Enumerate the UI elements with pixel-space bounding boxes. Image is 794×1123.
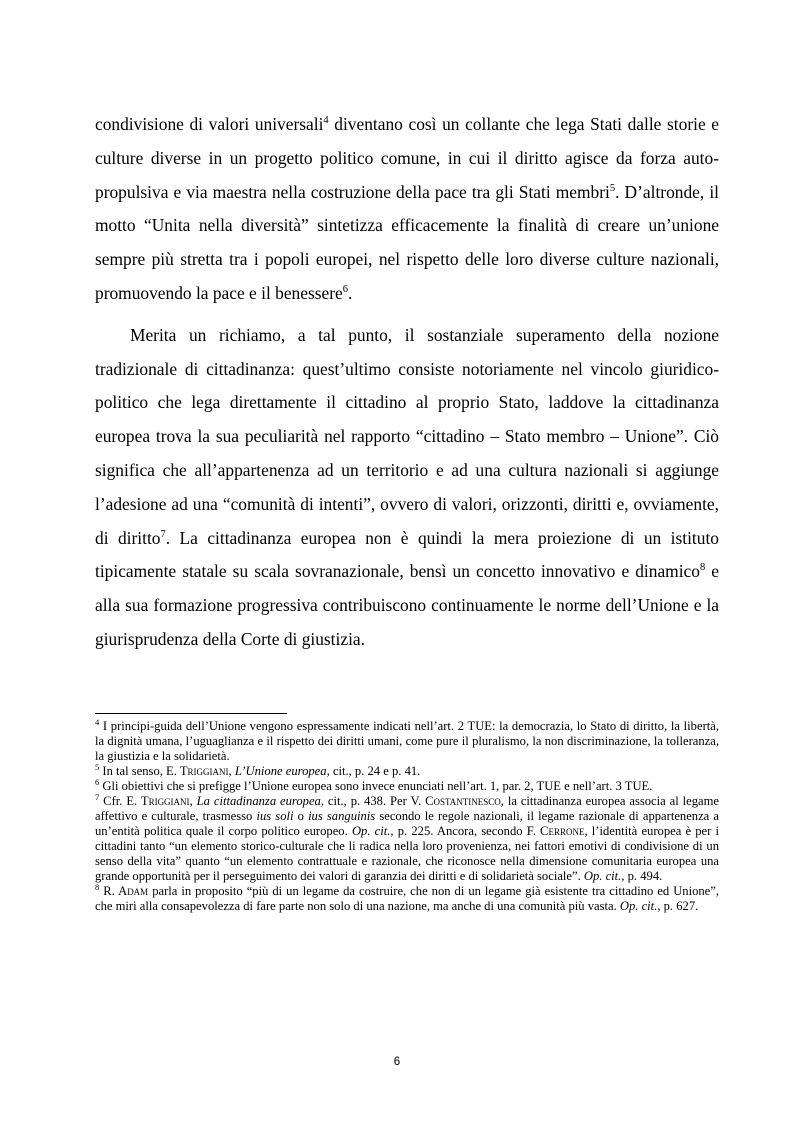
text-run: cit., p. 24 e p. 41. — [329, 764, 421, 778]
footnote-text: I principi-guida dell’Unione vengono espressamente indicati nell’art. 2 TUE: la democrazia, lo Stato di diritto, la libertà, la dignità umana, l’uguaglianza e il rispetto dei diritti umani, come pure il pluralismo, la non discriminazione, la tolleranza, la giustizia e la solidarietà. — [95, 719, 719, 763]
footnote-ref-5: 5 — [609, 182, 616, 194]
footnote-number: 6 — [95, 777, 100, 787]
footnote-7 — [95, 794, 719, 884]
paragraph-1 — [95, 108, 719, 311]
text-run: , la cittadinanza europea associa al legame affettivo e culturale, trasmesso — [95, 794, 720, 823]
text-run: diventano così un collante che lega Stati dalle storie e culture diverse in un progetto politico comune, in cui il diritto agisce da forza auto-propulsiva e via maestra nella costruzione della pace tra gli Stati membri — [95, 114, 719, 202]
text-run: Cfr. E. T — [99, 794, 149, 808]
author-name: dam — [127, 884, 149, 898]
footnote-text: Gli obiettivi che si prefigge l’Unione europea sono invece enunciati nell’art. 1, par. 2, TUE e nell’art. 3 TUE. — [99, 779, 653, 793]
text-run: parla in proposito “più di un legame da costruire, che non di un legame già esistente tra cittadino ed Unione”, che miri alla consapevolezza di fare parte non solo di una nazione, ma anche di una comunità più vasta. — [95, 884, 720, 913]
text-run: , — [189, 794, 197, 808]
text-run: , l’identità europea è per i cittadini tanto “un elemento storico-culturale che li radica nella loro provenienza, nei fattori emotivi di condivisione di un senso della vita” quanto “un elemento contrattuale e razionale, che riconosce nella dimensione comunitaria europea una grande opportunità per il perseguimento dei valori di garanzia dei diritti e di solidarietà sociale”. — [95, 824, 720, 883]
text-run: R. A — [99, 884, 128, 898]
text-run: , p. 494. — [621, 869, 663, 883]
footnote-6 — [95, 779, 719, 794]
footnote-ref-4: 4 — [323, 115, 329, 126]
footnote-separator — [95, 713, 287, 714]
text-run: . — [347, 282, 353, 303]
latin-term: ius sanguinis — [308, 809, 376, 823]
footnote-8 — [95, 884, 719, 914]
footnotes — [95, 719, 719, 914]
author-name: riggiani — [187, 764, 229, 778]
op-cit: Op. cit. — [619, 899, 658, 913]
text-run: , p. 627. — [657, 899, 699, 913]
text-run: e alla sua formazione progressiva contribuiscono continuamente le norme dell’Unione e la giurisprudenza della Corte di giustizia. — [95, 561, 719, 649]
text-run: secondo le regole nazionali, il legame razionale di appartenenza a un’entità politica quale il corpo politico europeo. — [95, 809, 720, 838]
op-cit: Op. cit. — [583, 869, 622, 883]
footnote-ref-7: 7 — [160, 528, 166, 540]
text-run: condivisione di valori universali — [95, 114, 324, 134]
page-number: 6 — [393, 1056, 401, 1068]
text-run: . La cittadinanza europea non è quindi la mera proiezione di un istituto tipicamente statale su scala sovranazionale, bensì un concetto innovativo e dinamico — [95, 527, 719, 582]
footnote-number: 7 — [95, 792, 100, 802]
text-run: , — [228, 764, 235, 778]
footnote-number: 5 — [95, 762, 100, 772]
author-name: errone — [548, 824, 585, 838]
footnote-ref-8: 8 — [699, 562, 706, 574]
work-title: L’Unione europea, — [234, 764, 330, 778]
text-run: In tal senso, E. T — [99, 764, 188, 778]
footnote-number: 4 — [95, 717, 100, 727]
footnote-number: 8 — [95, 882, 100, 892]
footnote-5 — [95, 764, 719, 779]
op-cit: Op. cit. — [351, 824, 391, 838]
main-text — [95, 108, 719, 657]
text-run: Merita un richiamo, a tal punto, il sostanziale superamento della nozione tradizionale di cittadinanza: quest’ultimo consiste notoriamente nel vincolo giuridico-politico che lega direttamente il cittadino al proprio Stato, laddove la cittadinanza europea trova la sua peculiarità nel rapporto “cittadino – Stato membro – Unione”. Ciò significa che all’appartenenza ad un territorio e ad una cultura nazionali si aggiunge l’adesione ad una “comunità di intenti”, ovvero di valori, orizzonti, diritti e, ovviamente, di diritto — [95, 324, 719, 548]
work-title: La cittadinanza europea — [196, 794, 321, 808]
text-run: . D’altronde, il motto “Unita nella diversità” sintetizza efficacemente la finalità di creare un’unione sempre più stretta tra i popoli europei, nel rispetto delle loro diverse culture nazionali, promuovendo la pace e il benessere — [95, 181, 719, 303]
text-run: , cit., p. 438. Per V. C — [320, 794, 434, 808]
footnote-4 — [95, 719, 719, 764]
text-run: o — [293, 809, 309, 823]
text-run: , p. 225. Ancora, secondo F. C — [390, 824, 549, 838]
footnote-ref-6: 6 — [342, 283, 348, 295]
author-name: riggiani — [148, 794, 190, 808]
author-name: ostantinesco — [433, 794, 501, 808]
latin-term: ius soli — [256, 809, 294, 823]
paragraph-2 — [95, 319, 719, 657]
